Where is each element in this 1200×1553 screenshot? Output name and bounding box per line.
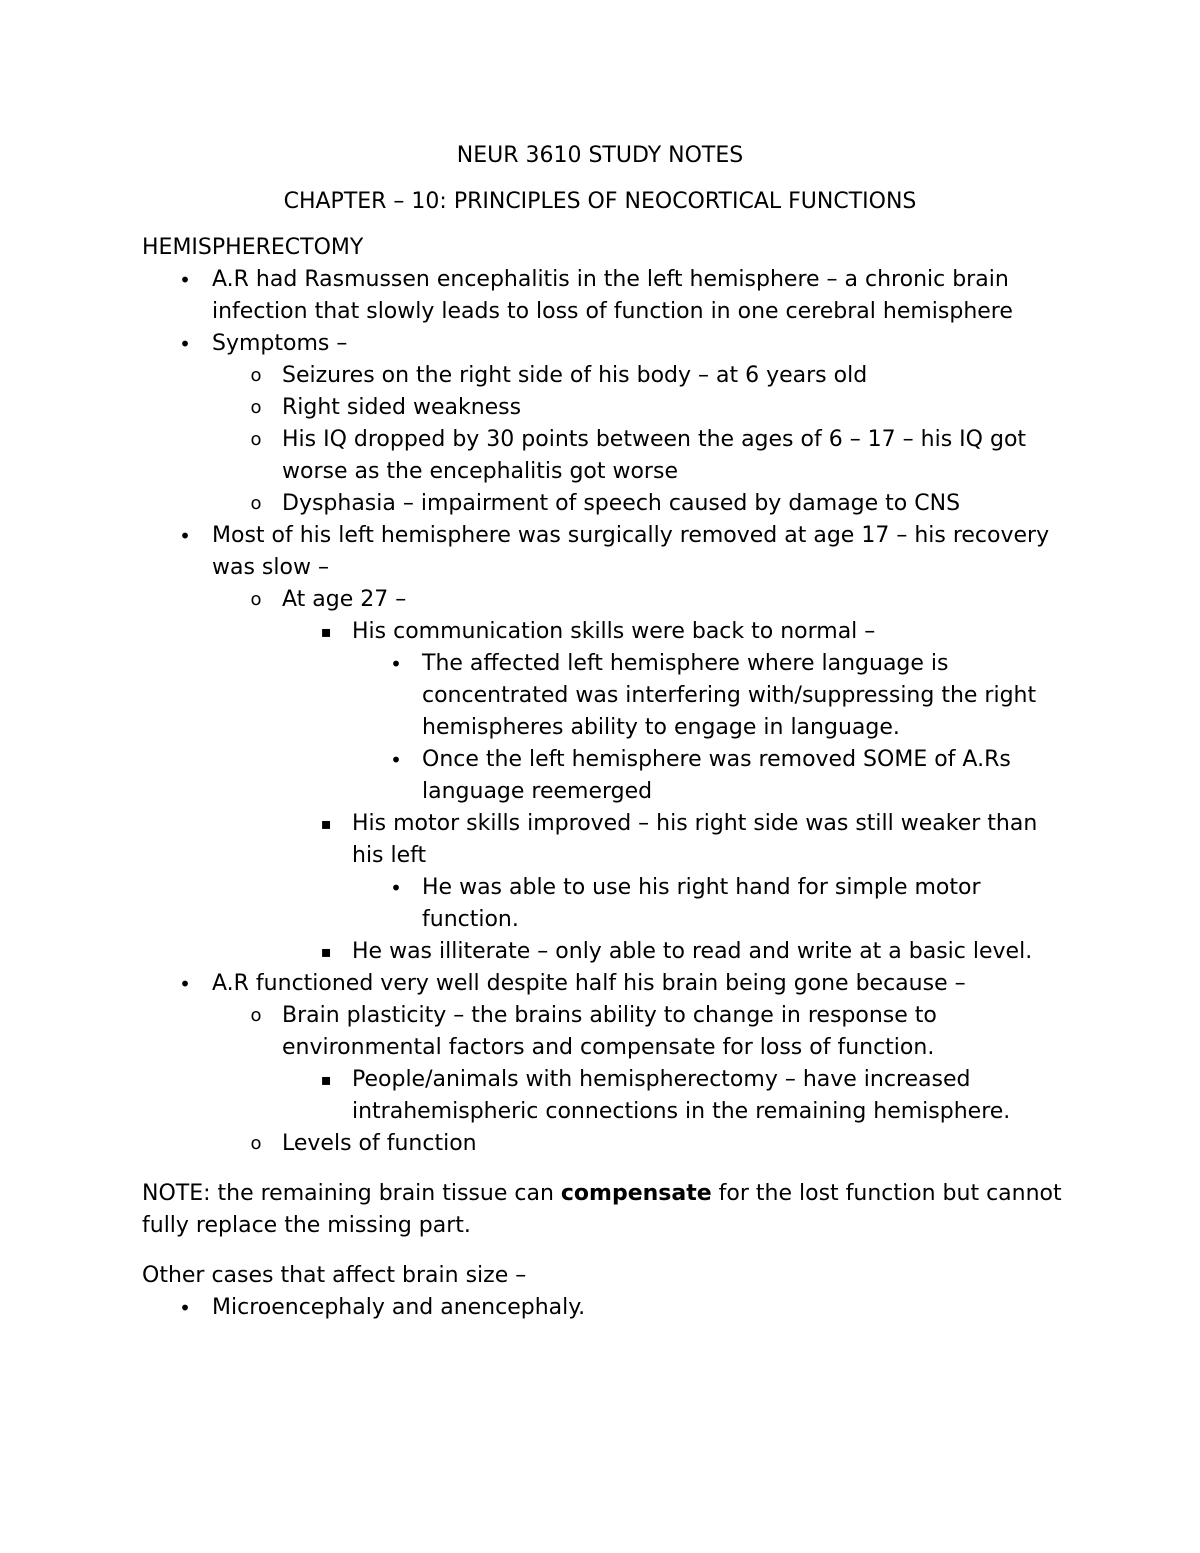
list-item	[282, 616, 1070, 808]
square-marker: ▪	[320, 1070, 332, 1089]
list-item	[212, 1128, 1070, 1160]
sub-list	[352, 648, 1070, 808]
list-item-text: Dysphasia – impairment of speech caused by damage to CNS	[282, 491, 961, 516]
list-item	[212, 488, 1070, 520]
list-item-text: He was illiterate – only able to read and write at a basic level.	[352, 939, 1033, 964]
list-item	[212, 392, 1070, 424]
sub-list	[142, 360, 1070, 520]
square-marker: ▪	[320, 814, 332, 833]
circle-marker: o	[250, 429, 262, 450]
bullet-marker: •	[179, 972, 191, 996]
bullet-marker: •	[179, 332, 191, 356]
circle-marker: o	[250, 397, 262, 418]
sub-list	[282, 1064, 1070, 1128]
list-item-text: His communication skills were back to normal –	[352, 619, 876, 644]
note-paragraph	[142, 1178, 1070, 1242]
list-item-text: Most of his left hemisphere was surgically removed at age 17 – his recovery was slow –	[212, 523, 1050, 580]
list-item-text: Seizures on the right side of his body – at 6 years old	[282, 363, 868, 388]
bullet-marker: •	[179, 268, 191, 292]
list-item-text: People/animals with hemispherectomy – have increased intrahemispheric connections in the remaining hemisphere.	[352, 1067, 1011, 1124]
list-item-text: Right sided weakness	[282, 395, 522, 420]
bullet-marker: •	[179, 1296, 191, 1320]
list-item	[142, 968, 1070, 1160]
list-item	[352, 872, 1070, 936]
list-item	[142, 1292, 1070, 1324]
list-item-text: He was able to use his right hand for simple motor function.	[422, 875, 981, 932]
list-item-text: At age 27 –	[282, 587, 407, 612]
list-item	[142, 520, 1070, 968]
list-item-text: Brain plasticity – the brains ability to change in response to environmental factors and compensate for loss of function.	[282, 1003, 937, 1060]
list-item	[352, 744, 1070, 808]
circle-marker: o	[250, 1005, 262, 1026]
bullet-marker: •	[179, 524, 191, 548]
bullet-marker: •	[390, 748, 402, 772]
list-item-text: A.R had Rasmussen encephalitis in the left hemisphere – a chronic brain infection that slowly leads to loss of function in one cerebral hemisphere	[212, 267, 1013, 324]
other-cases-heading: Other cases that affect brain size –	[142, 1263, 527, 1288]
list-item	[282, 808, 1070, 936]
main-list	[142, 264, 1070, 1160]
list-item	[212, 584, 1070, 968]
section-heading: HEMISPHERECTOMY	[142, 235, 364, 260]
list-item	[352, 648, 1070, 744]
sub-list	[352, 872, 1070, 936]
circle-marker: o	[250, 365, 262, 386]
bullet-marker: •	[390, 876, 402, 900]
list-item-text: His motor skills improved – his right side was still weaker than his left	[352, 811, 1038, 868]
chapter-heading: CHAPTER – 10: PRINCIPLES OF NEOCORTICAL FUNCTIONS	[283, 189, 917, 214]
note-prefix: NOTE: the remaining brain tissue can	[142, 1181, 561, 1206]
note-suffix: for the lost function but cannot fully replace the missing part.	[142, 1181, 1062, 1238]
list-item-text: Microencephaly and anencephaly.	[212, 1295, 586, 1320]
other-cases-list	[142, 1292, 1070, 1324]
list-item	[142, 328, 1070, 520]
circle-marker: o	[250, 493, 262, 514]
list-item	[212, 424, 1070, 488]
list-item	[282, 936, 1070, 968]
square-marker: ▪	[320, 622, 332, 641]
sub-list	[142, 1000, 1070, 1160]
bullet-marker: •	[390, 652, 402, 676]
document-title: NEUR 3610 STUDY NOTES	[456, 143, 744, 168]
list-item-text: His IQ dropped by 30 points between the ages of 6 – 17 – his IQ got worse as the encephalitis got worse	[282, 427, 1027, 484]
list-item	[142, 264, 1070, 328]
list-item	[212, 360, 1070, 392]
list-item-text: Once the left hemisphere was removed SOME of A.Rs language reemerged	[422, 747, 1011, 804]
note-bold-word: compensate	[560, 1181, 712, 1206]
list-item	[212, 1000, 1070, 1128]
list-item-text: A.R functioned very well despite half his brain being gone because –	[212, 971, 966, 996]
list-item-text: Levels of function	[282, 1131, 477, 1156]
list-item-text: The affected left hemisphere where language is concentrated was interfering with/suppressing the right hemispheres ability to engage in language.	[422, 651, 1037, 740]
list-item-text: Symptoms –	[212, 331, 348, 356]
circle-marker: o	[250, 589, 262, 610]
list-item	[282, 1064, 1070, 1128]
circle-marker: o	[250, 1133, 262, 1154]
sub-list	[282, 616, 1070, 968]
sub-list	[142, 584, 1070, 968]
square-marker: ▪	[320, 942, 332, 961]
